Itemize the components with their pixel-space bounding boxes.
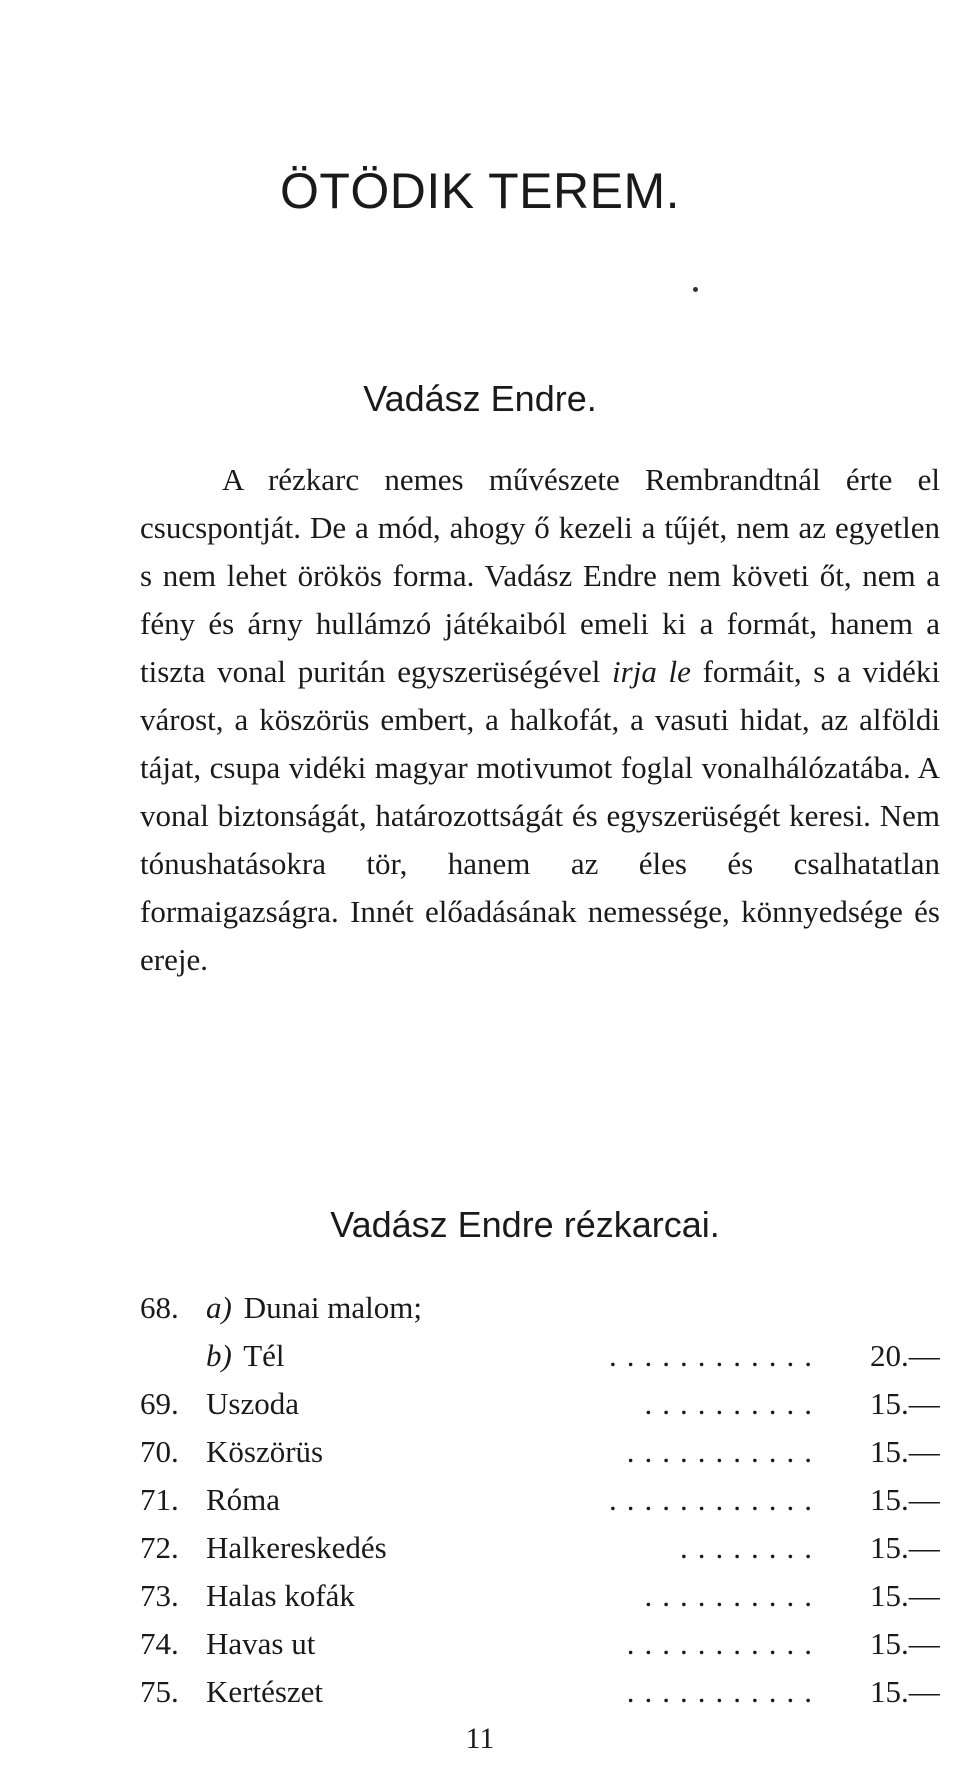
work-number: 74. (140, 1626, 179, 1661)
work-entry-73 (140, 1572, 940, 1620)
work-number: 73. (140, 1578, 179, 1613)
work-title: Havas ut (206, 1626, 316, 1661)
work-title: Uszoda (206, 1386, 299, 1421)
leader-dots: ............ (609, 1482, 822, 1517)
work-price: 15.— (870, 1674, 940, 1709)
work-title: Halas kofák (206, 1578, 355, 1613)
leader-dots: ........ (680, 1530, 822, 1565)
work-title: Halkereskedés (206, 1530, 387, 1565)
work-number: 71. (140, 1482, 179, 1517)
work-price: 15.— (870, 1626, 940, 1661)
print-speck (693, 287, 698, 292)
work-price: 20.— (870, 1338, 940, 1373)
work-entry-69 (140, 1380, 940, 1428)
leader-dots: .......... (644, 1578, 822, 1613)
work-number: 69. (140, 1386, 179, 1421)
work-entry-75 (140, 1668, 940, 1716)
work-price: 15.— (870, 1386, 940, 1421)
work-entry-71 (140, 1476, 940, 1524)
work-price: 15.— (870, 1434, 940, 1469)
leader-dots: ........... (626, 1674, 822, 1709)
work-number: 68. (140, 1290, 179, 1325)
description-italic: irja le (612, 654, 691, 689)
leader-dots: .......... (644, 1386, 822, 1421)
work-sub-label: b) (206, 1338, 232, 1373)
work-title: Tél (243, 1338, 285, 1373)
work-entry-68b (140, 1332, 940, 1380)
work-number: 70. (140, 1434, 179, 1469)
work-title: Róma (206, 1482, 281, 1517)
work-price: 15.— (870, 1578, 940, 1613)
description-part-1: A rézkarc nemes művészete Rembrandtnál érte el csucspontját. De a mód, ahogy ő kezeli a tűjét, nem az egyetlen s nem lehet örökös forma. Vadász Endre nem követi őt, nem a fény és árny hullámzó játékaiból emeli ki a formát, hanem a tiszta vonal puritán egyszerüségével (140, 462, 940, 689)
work-entry-68a (140, 1284, 940, 1332)
work-entry-70 (140, 1428, 940, 1476)
work-title: Dunai malom; (243, 1290, 422, 1325)
leader-dots: ............ (609, 1338, 822, 1373)
description-part-2: formáit, s a vidéki várost, a köszörüs embert, a halkofát, a vasuti hidat, az alföldi tájat, csupa vidéki magyar motivumot foglal vonalhálózatába. A vonal biztonságát, határozottságát és egyszerüségét keresi. Nem tónushatásokra tör, hanem az éles és csalhatatlan formaigazságra. Innét előadásának nemessége, könnyedsége és ereje. (140, 654, 941, 977)
work-title: Kertészet (206, 1674, 324, 1709)
work-entry-74 (140, 1620, 940, 1668)
work-entry-72 (140, 1524, 940, 1572)
works-list-title: Vadász Endre rézkarcai. (330, 1204, 720, 1245)
leader-dots: ........... (626, 1626, 822, 1661)
artist-description (140, 456, 940, 984)
work-sub-label: a) (206, 1290, 232, 1325)
section-title: ÖTÖDIK TEREM. (279, 163, 681, 219)
page-number: 11 (465, 1722, 495, 1755)
work-number: 72. (140, 1530, 179, 1565)
work-price: 15.— (870, 1482, 940, 1517)
work-price: 15.— (870, 1530, 940, 1565)
work-title: Köszörüs (206, 1434, 324, 1469)
work-number: 75. (140, 1674, 179, 1709)
leader-dots: ........... (626, 1434, 822, 1469)
works-list (140, 1284, 940, 1716)
artist-heading: Vadász Endre. (363, 378, 597, 419)
